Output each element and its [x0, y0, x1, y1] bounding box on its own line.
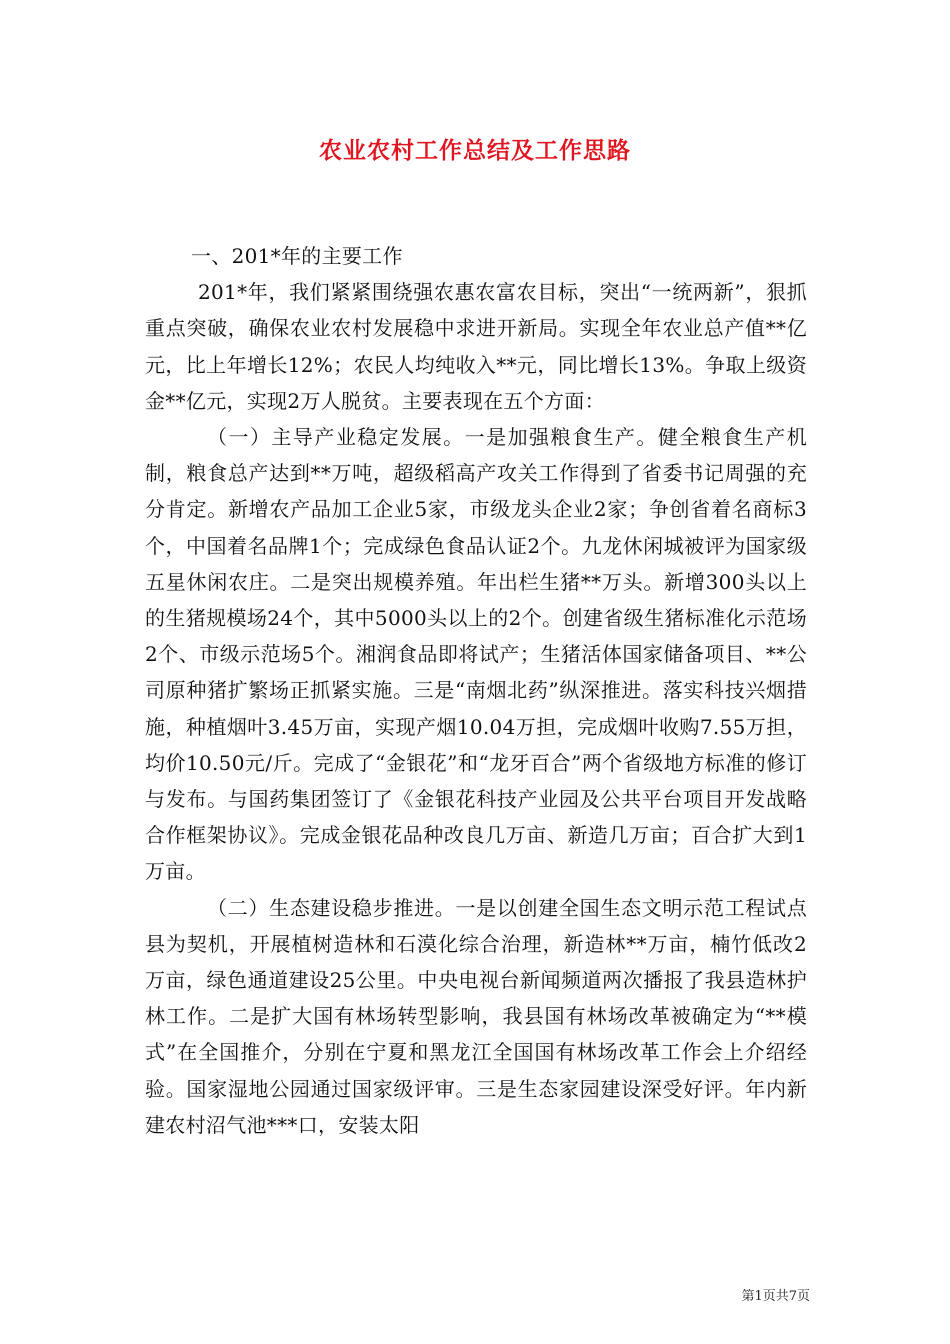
document-title: 农业农村工作总结及工作思路 — [319, 137, 631, 164]
page-number: 第1页共7页 — [741, 1289, 810, 1304]
paragraph-industry: （一）主导产业稳定发展。一是加强粮食生产。健全粮食生产机制，粮食总产达到**万吨，超级稻高产攻关工作得到了省委书记周强的充分肯定。新增农产品加工企业5家，市级龙头企业2家；争创省着名商标3个，中国着名品牌1个；完成绿色食品认证2个。九龙休闲城被评为国家级五星休闲农庄。二是突出规模养殖。年出栏生猪**万头。新增300头以上的生猪规模场24个，其中5000头以上的2个。创建省级生猪标准化示范场2个、市级示范场5个。湘润食品即将试产；生猪活体国家储备项目、**公司原种猪扩繁场正抓紧实施。三是“南烟北药”纵深推进。落实科技兴烟措施，种植烟叶3.45万亩，实现产烟10.04万担，完成烟叶收购7.55万担，均价10.50元/斤。完成了“金银花”和“龙牙百合”两个省级地方标准的修订与发布。与国药集团签订了《金银花科技产业园及公共平台项目开发战略合作框架协议》。完成金银花品种改良几万亩、新造几万亩；百合扩大到1万亩。 — [145, 425, 807, 884]
paragraph-ecology: （二）生态建设稳步推进。一是以创建全国生态文明示范工程试点县为契机，开展植树造林和石漠化综合治理，新造林**万亩，楠竹低改2万亩，绿色通道建设25公里。中央电视台新闻频道两次播报了我县造林护林工作。二是扩大国有林场转型影响，我县国有林场改革被确定为“**模式”在全国推介，分别在宁夏和黑龙江全国国有林场改革工作会上介绍经验。国家湿地公园通过国家级评审。三是生态家园建设深受好评。年内新建农村沼气池***口，安装太阳 — [145, 895, 807, 1137]
section-heading: 一、201*年的主要工作 — [191, 244, 403, 268]
intro-paragraph: 201*年，我们紧紧围绕强农惠农富农目标，突出“一统两新”，狠抓重点突破，确保农业农村发展稳中求进开新局。实现全年农业总产值**亿元，比上年增长12%；农民人均纯收入**元，同比增长13%。争取上级资金**亿元，实现2万人脱贫。主要表现在五个方面： — [145, 280, 807, 413]
document-body — [145, 238, 807, 1143]
